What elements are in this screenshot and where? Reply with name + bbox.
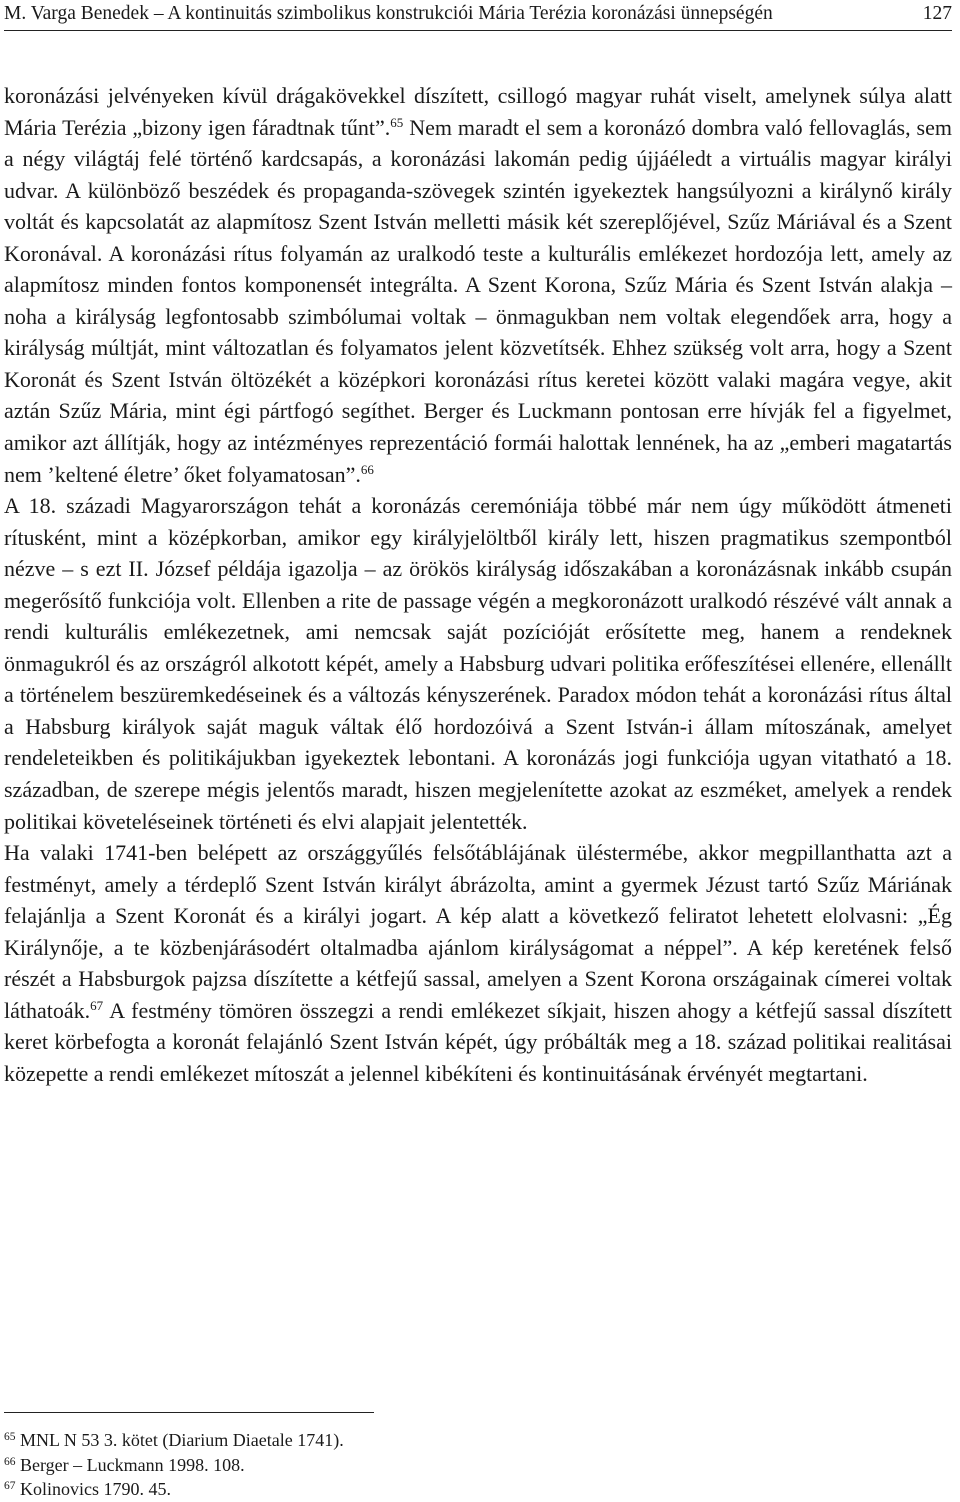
paragraph bbox=[4, 80, 952, 490]
paragraph bbox=[4, 490, 952, 837]
text-run: Ha valaki 1741-ben belépett az országgyűlés felsőtáblájának üléstermébe, akkor megpillanthatta azt a festményt, amely a térdeplő Szent István királyt ábrázolta, amint a gyermek Jézust tartó Szűz Máriának felajánlja a Szent Koronát és a királyi jogart. A kép alatt a következő feliratot lehetett elolvasni: „Ég Királynője, a te közbenjárásodért oltalmadba ajánlom királyságomat a néppel”. A kép keretének felső részét a Habsburgok pajzsa díszítette a kétfejű sassal, amelyen a Szent Korona országainak címerei voltak láthatoák. bbox=[4, 840, 952, 1023]
running-title: M. Varga Benedek – A kontinuitás szimbolikus konstrukciói Mária Terézia koronázási ünnepségén bbox=[4, 3, 773, 24]
footnote-ref: 67 bbox=[90, 997, 104, 1013]
footnote bbox=[4, 1477, 952, 1502]
footnote bbox=[4, 1453, 952, 1478]
footnote-number: 66 bbox=[4, 1455, 16, 1468]
footnote-number: 65 bbox=[4, 1431, 16, 1443]
footnote-ref: 65 bbox=[390, 114, 404, 130]
page-number: 127 bbox=[922, 3, 952, 24]
footnote bbox=[4, 1428, 952, 1453]
footnote-text: Berger – Luckmann 1998. 108. bbox=[15, 1454, 245, 1475]
text-run: koronázási jelvényeken kívül drágakövekkel díszített, csillogó magyar ruhát viselt, amelynek súlya alatt Mária Terézia „bizony igen fáradtnak tűnt”. bbox=[4, 83, 952, 140]
running-header bbox=[4, 0, 952, 31]
text-run: Nem maradt el sem a koronázó dombra való fellovaglás, sem a négy világtáj felé történő kardcsapás, a koronázási lakomán pedig újjáéledt a virtuális magyar királyi udvar. A különböző beszédek és propaganda-szövegek szintén igyekeztek hangsúlyozni a királynő király voltát és kapcsolatát az alapmítosz Szent István melletti másik két szereplőjével, Szűz Máriával és a Szent Koronával. A koronázási rítus folyamán az uralkodó teste a kulturális emlékezet hordozója lett, amely az alapmítosz minden fontos komponensét integrálta. A Szent Korona, Szűz Mária és Szent István alakja – noha a királyság legfontosabb szimbólumai voltak – önmagukban nem voltak elegendőek arra, hogy a királyság múltját, mint változatlan és folyamatos jelent közvetítsék. Ehhez szükség volt arra, hogy a Szent Koronát és Szent István öltözékét a középkori koronázási rítus keretei között valaki magára vegye, akit aztán Szűz Mária, mint égi pártfogó segíthet. Berger és Luckmann pontosan erre hívják fel a figyelmet, amikor azt állítják, hogy az intézményes reprezentáció formái halottak lennének, ha az „emberi magatartás nem ’keltené életre’ őket folyamatosan”. bbox=[4, 114, 952, 487]
footnote-number: 67 bbox=[4, 1480, 16, 1492]
footnote-text: MNL N 53 3. kötet (Diarium Diaetale 1741). bbox=[15, 1430, 344, 1450]
main-text bbox=[4, 80, 952, 1090]
footnote-separator bbox=[4, 1412, 374, 1413]
footnotes bbox=[4, 1428, 952, 1502]
paragraph bbox=[4, 837, 952, 1089]
footnote-ref: 66 bbox=[360, 461, 374, 477]
footnote-text: Kolinovics 1790. 45. bbox=[15, 1479, 171, 1499]
text-run: A 18. századi Magyarországon tehát a koronázás ceremóniája többé már nem úgy működött átmeneti rítusként, mint a középkorban, amikor egy királyjelöltből király lett, hiszen pragmatikus szempontból nézve – s ezt II. József példája igazolja – az örökös királyság időszakában a koronázásnak inkább csupán megerősítő funkciója volt. Ellenben a rite de passage végén a megkoronázott uralkodó részévé vált annak a rendi kulturális emlékezetnek, ami nemcsak saját pozícióját erősítette meg, hanem a rendeknek önmagukról és az országról alkotott képét, amely a Habsburg udvari politika erőfeszítései ellenére, ellenállt a történelem beszüremkedéseinek és a változás kényszerének. Paradox módon tehát a koronázási rítus által a Habsburg királyok saját maguk váltak élő hordozóivá a Szent István-i állam mítoszának, amelyet rendeleteikben és politikájukban igyekeztek lebontani. A koronázás jogi funkciója ugyan vitatható a 18. században, de szerepe mégis jelentős maradt, hiszen megjelenítette azokat az eszméket, amelyek a rendek politikai követeléseinek történeti és elvi alapjait jelentették. bbox=[4, 493, 952, 834]
text-run: A festmény tömören összegzi a rendi emlékezet síkjait, hiszen ahogy a kétfejű sassal díszített keret körbefogta a koronát felajánló Szent István képét, úgy próbálták meg a 18. század politikai realitásai közepette a rendi emlékezet mítoszát a jelennel kibékíteni és kontinuitásának érvényét megtartani. bbox=[4, 997, 952, 1086]
